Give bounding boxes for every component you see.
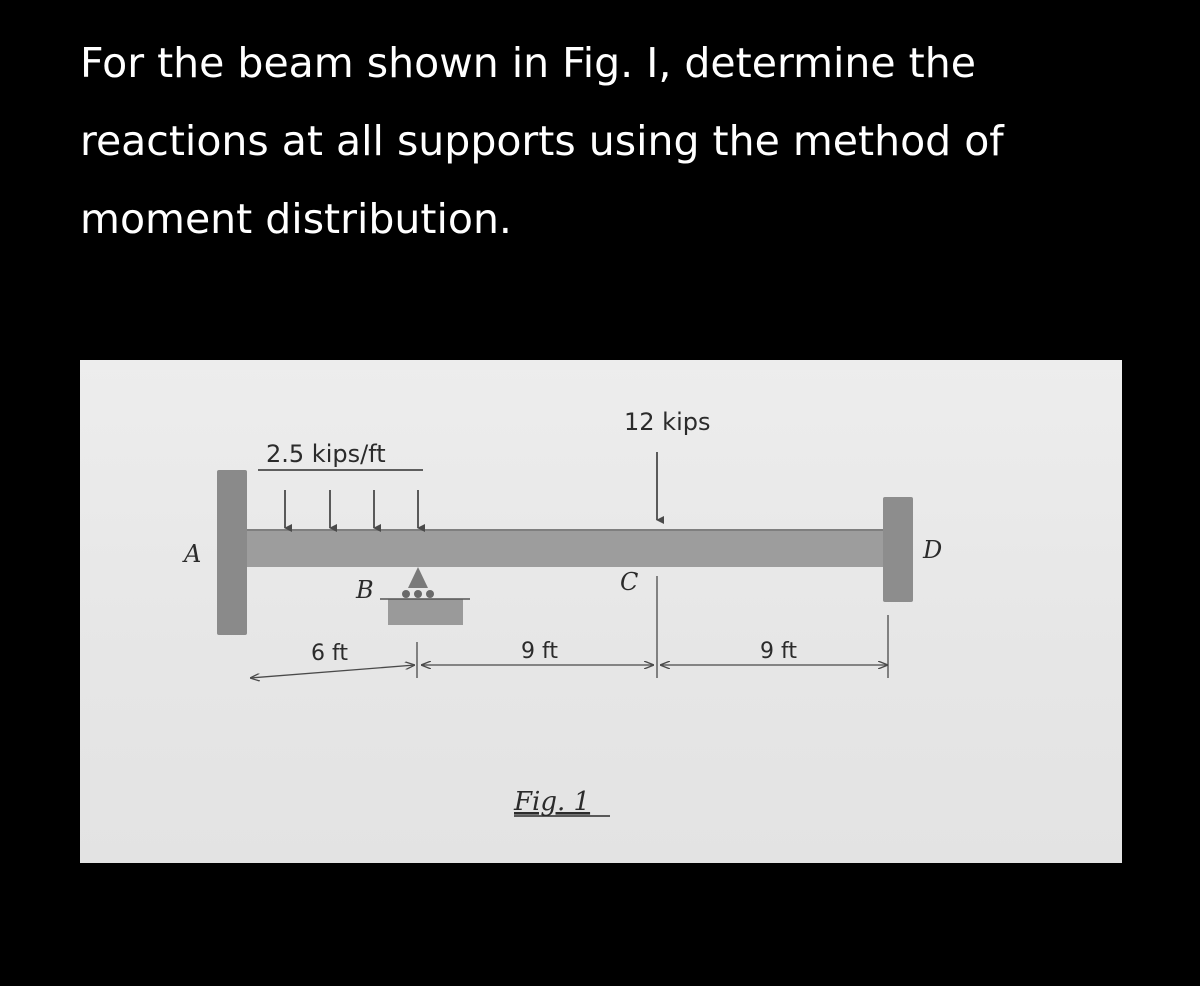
span-label-cd: 9 ft xyxy=(760,639,797,664)
distributed-load-label: 2.5 kips/ft xyxy=(266,440,386,468)
figure-caption: Fig. 1 xyxy=(514,787,591,817)
fixed-support-d xyxy=(883,497,913,602)
support-label-d: D xyxy=(923,536,943,564)
beam-figure xyxy=(80,360,1122,863)
support-label-a: A xyxy=(184,540,202,568)
support-label-b: B xyxy=(356,576,374,604)
span-label-bc: 9 ft xyxy=(521,639,558,664)
point-load-label: 12 kips xyxy=(624,408,711,436)
beam xyxy=(247,530,883,567)
point-label-c: C xyxy=(620,568,639,596)
roller-support-b xyxy=(380,567,470,625)
distributed-load xyxy=(258,470,423,528)
fixed-support-a xyxy=(217,470,247,635)
beam-diagram xyxy=(80,360,1122,863)
question-text: For the beam shown in Fig. I, determine the reactions at all supports using the method of moment distribution. xyxy=(80,39,1004,243)
span-label-ab: 6 ft xyxy=(311,641,348,666)
